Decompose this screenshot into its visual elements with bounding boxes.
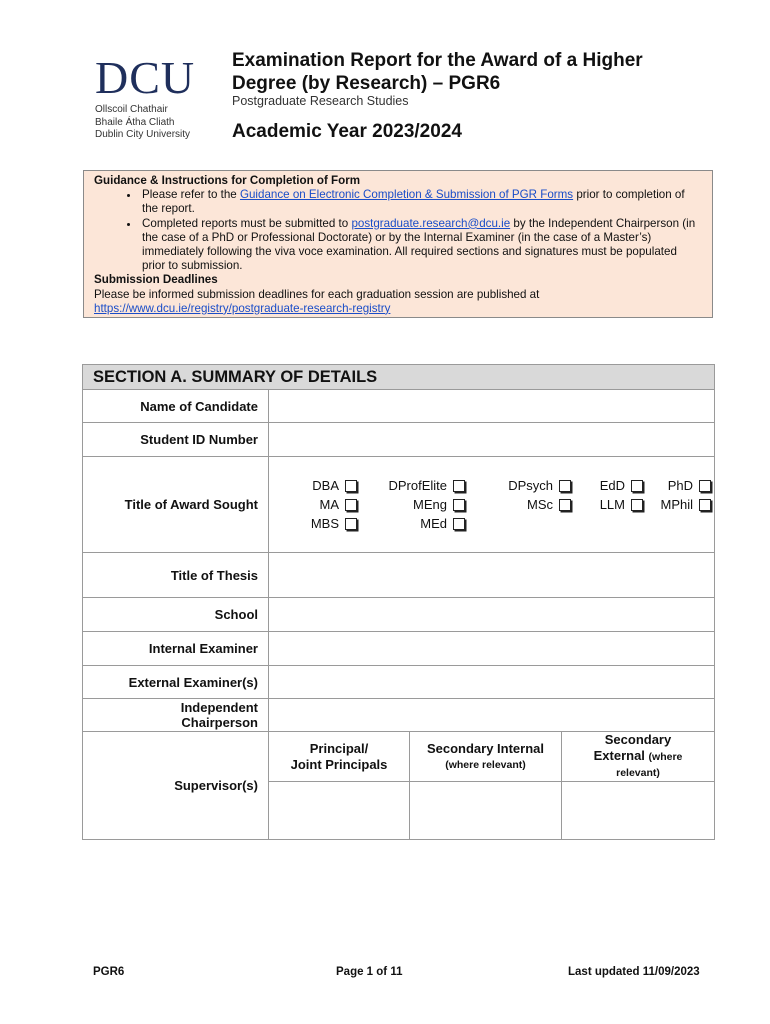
guidance-box <box>83 170 713 318</box>
checkbox[interactable] <box>631 480 643 492</box>
award-option-dpsych[interactable] <box>465 478 571 493</box>
guidance-text: Please refer to the <box>142 188 240 202</box>
award-label-text: DBA <box>312 478 339 493</box>
checkbox[interactable] <box>345 480 357 492</box>
secondary-external-field[interactable] <box>562 782 715 840</box>
guidance-forms-link[interactable]: Guidance on Electronic Completion & Submission of PGR Forms <box>239 188 574 202</box>
principal-header <box>269 732 410 782</box>
checkbox[interactable] <box>453 499 465 511</box>
checkbox[interactable] <box>345 518 357 530</box>
guidance-text: prior to completion of the report. <box>142 188 685 216</box>
award-label-text: MEng <box>413 497 447 512</box>
header-note: relevant) <box>616 767 660 779</box>
logo-text <box>95 104 210 142</box>
award-label-text: EdD <box>599 478 625 493</box>
student-id-label: Student ID Number <box>83 423 269 457</box>
header-line <box>562 748 714 765</box>
secondary-internal-header <box>410 732 562 782</box>
award-label: Title of Award Sought <box>83 457 269 553</box>
registry-link[interactable]: https://www.dcu.ie/registry/postgraduate-research-registry <box>94 301 391 315</box>
award-option-meng[interactable] <box>357 497 465 512</box>
secondary-external-header <box>562 732 715 782</box>
award-option-mbs[interactable] <box>279 516 357 531</box>
logo-line: Bhaile Átha Cliath <box>95 116 175 128</box>
footer-form-code: PGR6 <box>93 966 125 978</box>
award-label-text: MPhil <box>660 497 693 512</box>
email-link[interactable]: postgraduate.research@dcu.ie <box>351 216 511 230</box>
award-label-text: PhD <box>667 478 693 493</box>
guidance-item <box>140 188 702 216</box>
chairperson-label <box>83 699 269 732</box>
header-note: (where relevant) <box>445 758 526 771</box>
award-option-msc[interactable] <box>465 497 571 512</box>
header-line: Secondary Internal <box>426 740 545 756</box>
award-option-med[interactable] <box>357 516 465 531</box>
award-label-text: MEd <box>420 516 447 531</box>
student-id-field[interactable] <box>269 423 715 457</box>
deadlines-text: Please be informed submission deadlines for each graduation session are published at <box>94 287 540 301</box>
checkbox[interactable] <box>559 480 571 492</box>
checkbox[interactable] <box>453 518 465 530</box>
external-examiner-field[interactable] <box>269 666 715 699</box>
thesis-title-field[interactable] <box>269 553 715 598</box>
guidance-heading: Guidance & Instructions for Completion of Form <box>94 174 361 187</box>
logo-line: Ollscoil Chathair <box>95 104 168 115</box>
award-option-dprofelite[interactable] <box>357 478 465 493</box>
guidance-list <box>94 188 702 273</box>
award-option-phd[interactable] <box>643 478 711 493</box>
checkbox[interactable] <box>345 499 357 511</box>
academic-year: Academic Year 2023/2024 <box>232 121 462 142</box>
internal-examiner-field[interactable] <box>269 632 715 666</box>
external-examiner-label: External Examiner(s) <box>83 666 269 699</box>
name-label: Name of Candidate <box>83 390 269 423</box>
chairperson-field[interactable] <box>269 699 715 732</box>
checkbox[interactable] <box>559 499 571 511</box>
award-label-text: MA <box>319 497 339 512</box>
guidance-text: Completed reports must be submitted to <box>142 216 352 230</box>
award-options <box>269 457 715 553</box>
award-option-ma[interactable] <box>279 497 357 512</box>
deadlines-heading: Submission Deadlines <box>94 273 218 287</box>
award-option-edd[interactable] <box>571 478 643 493</box>
award-grid <box>269 478 714 531</box>
award-option-dba[interactable] <box>279 478 357 493</box>
school-field[interactable] <box>269 598 715 632</box>
award-label-text: DPsych <box>508 478 553 493</box>
principal-supervisor-field[interactable] <box>269 782 410 840</box>
logo-mark: DCU <box>95 52 196 103</box>
chairperson-label-line: Chairperson <box>181 715 258 730</box>
header-line: Principal/ <box>309 740 369 756</box>
header-note: (where <box>648 751 683 763</box>
footer-page-number: Page 1 of 11 <box>336 966 403 978</box>
award-option-llm[interactable] <box>571 497 643 512</box>
award-label-text: MSc <box>527 497 553 512</box>
checkbox[interactable] <box>699 499 711 511</box>
logo-line: Dublin City University <box>95 129 191 140</box>
checkbox[interactable] <box>699 480 711 492</box>
page-subtitle: Postgraduate Research Studies <box>232 94 409 108</box>
chairperson-label-line: Independent <box>180 700 258 715</box>
section-a-table <box>82 364 715 840</box>
header-text: External <box>593 748 645 763</box>
page-title: Examination Report for the Award of a Higher Degree (by Research) – PGR6 <box>232 50 643 94</box>
section-a-heading: SECTION A. SUMMARY OF DETAILS <box>83 365 715 390</box>
candidate-name-field[interactable] <box>269 390 715 423</box>
award-option-mphil[interactable] <box>643 497 711 512</box>
thesis-label: Title of Thesis <box>83 553 269 598</box>
award-label-text: MBS <box>310 516 339 531</box>
header-line: Secondary <box>604 732 672 747</box>
guidance-item <box>140 217 702 274</box>
checkbox[interactable] <box>631 499 643 511</box>
header-line: Joint Principals <box>290 756 388 772</box>
award-label-text: LLM <box>599 497 625 512</box>
secondary-internal-field[interactable] <box>410 782 562 840</box>
checkbox[interactable] <box>453 480 465 492</box>
dcu-logo <box>95 52 210 142</box>
footer-last-updated: Last updated 11/09/2023 <box>568 966 700 978</box>
award-label-text: DProfElite <box>388 478 447 493</box>
supervisors-label: Supervisor(s) <box>83 732 269 840</box>
guidance-text: by the Independent Chairperson (in the case of a PhD or Professional Doctorate) or by the Internal Examiner (in the case of a Master’s) immediately following the viva voce examination. All required sections and signatures must be populated prior to submission. <box>142 216 696 273</box>
school-label: School <box>83 598 269 632</box>
internal-examiner-label: Internal Examiner <box>83 632 269 666</box>
